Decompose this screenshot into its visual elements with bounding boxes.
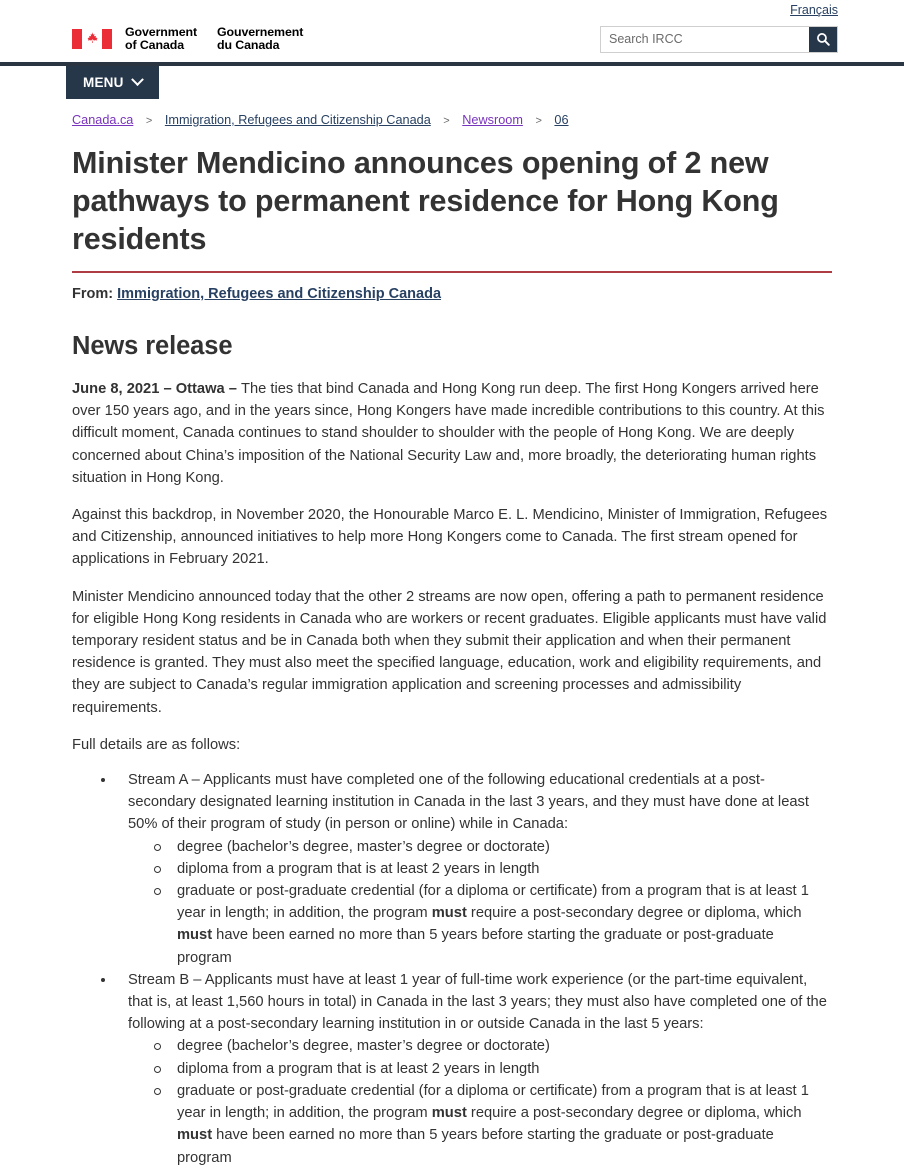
list-item bbox=[101, 969, 832, 1169]
breadcrumb-separator: > bbox=[443, 115, 450, 127]
stream-b-intro: Stream B – Applicants must have at least 1 year of full-time work experience (or the part-time equivalent, that is, at least 1,560 hours in total) in Canada in the last 3 years; they must also have completed one of the following at a post-secondary learning institution in or outside Canada in the last 5 years: bbox=[128, 971, 827, 1033]
title-divider bbox=[72, 271, 832, 273]
lead-paragraph bbox=[72, 378, 832, 489]
credential-text-part1: graduate or post-graduate credential (for a diploma or certificate) from a program that is at least 1 year in length; in addition, the program bbox=[177, 883, 809, 922]
stream-a-intro: Stream A – Applicants must have completed one of the following educational credentials at a post-secondary designated learning institution in Canada in the last 3 years, and they must have done at least 50% of their program of study (in person or online) while in Canada: bbox=[128, 772, 809, 833]
language-bar bbox=[0, 0, 904, 16]
main-navigation-bar bbox=[0, 66, 904, 105]
credential-text-part3: have been earned no more than 5 years before starting the graduate or post-graduate program bbox=[177, 1127, 774, 1166]
breadcrumb-item-canada-ca[interactable]: Canada.ca bbox=[72, 113, 134, 127]
stream-a-credentials-list bbox=[128, 836, 832, 969]
breadcrumb bbox=[0, 105, 904, 130]
emphasis-must: must bbox=[177, 927, 213, 944]
emphasis-must: must bbox=[431, 905, 467, 922]
search-icon bbox=[816, 32, 830, 46]
paragraph-3: Minister Mendicino announced today that the other 2 streams are now open, offering a path to permanent residence for eligible Hong Kong residents in Canada who are workers or recent graduates. Eligible applicants must have valid temporary resident status and be in Canada both when they submit their application and when their permanent residence is granted. They must also meet the specified language, education, work and eligibility requirements, and they are subject to Canada’s regular immigration application and screening processes and admissibility requirements. bbox=[72, 588, 827, 716]
stream-b-credentials-list bbox=[128, 1035, 832, 1168]
chevron-down-icon bbox=[131, 73, 144, 86]
list-item bbox=[154, 880, 832, 969]
list-item: degree (bachelor’s degree, master’s degree or doctorate) bbox=[154, 836, 832, 858]
breadcrumb-item-newsroom[interactable]: Newsroom bbox=[462, 113, 523, 127]
list-item: diploma from a program that is at least 2 years in length bbox=[154, 858, 832, 880]
breadcrumb-item-ircc[interactable]: Immigration, Refugees and Citizenship Canada bbox=[164, 113, 431, 127]
credential-text-part1: graduate or post-graduate credential (for a diploma or certificate) from a program that is at least 1 year in length; in addition, the program bbox=[177, 1082, 809, 1122]
streams-list bbox=[72, 769, 832, 1169]
menu-button[interactable] bbox=[66, 66, 159, 99]
wordmark-english bbox=[125, 26, 197, 53]
search-button[interactable] bbox=[809, 27, 837, 52]
menu-button-label: MENU bbox=[83, 75, 124, 90]
list-item: degree (bachelor’s degree, master’s degree or doctorate) bbox=[154, 1035, 832, 1057]
breadcrumb-separator: > bbox=[145, 115, 153, 127]
list-item bbox=[101, 769, 832, 969]
from-department-link[interactable]: Immigration, Refugees and Citizenship Canada bbox=[117, 286, 442, 302]
paragraph-2: Against this backdrop, in November 2020, the Honourable Marco E. L. Mendicino, Minister of Immigration, Refugees and Citizenship, announced initiatives to help more Hong Kongers come to Canada. The first stream opened for applications in February 2021. bbox=[72, 507, 828, 568]
government-of-canada-wordmark[interactable] bbox=[72, 26, 303, 53]
breadcrumb-separator: > bbox=[535, 115, 542, 127]
lead-paragraph-text: The ties that bind Canada and Hong Kong run deep. The first Hong Kongers arrived here over 150 years ago, and in the years since, Hong Kongers have made incredible contributions to this country. At this difficult moment, Canada continues to stand shoulder to shoulder with the people of Hong Kong. We are deeply concerned about China’s imposition of the National Security Law and, more broadly, the deteriorating human rights situation in Hong Kong. bbox=[72, 381, 825, 486]
wordmark-text bbox=[125, 26, 303, 53]
paragraph-4: Full details are as follows: bbox=[72, 736, 241, 753]
wordmark-en-line2: of Canada bbox=[125, 38, 184, 52]
search-input[interactable] bbox=[601, 27, 809, 52]
credential-text-part3: have been earned no more than 5 years before starting the graduate or post-graduate program bbox=[177, 927, 774, 966]
credential-text-part2: require a post-secondary degree or diploma, which bbox=[466, 905, 802, 922]
main-content bbox=[0, 130, 904, 1169]
language-toggle-link[interactable]: Français bbox=[790, 3, 838, 17]
emphasis-must: must bbox=[177, 1127, 213, 1144]
breadcrumb-item-06[interactable]: 06 bbox=[554, 113, 569, 127]
page-title: Minister Mendicino announces opening of 2 new pathways to permanent residence for Hong Kong residents bbox=[72, 146, 779, 256]
dateline: June 8, 2021 – Ottawa – bbox=[72, 381, 241, 397]
wordmark-french bbox=[217, 26, 303, 53]
wordmark-fr-line2: du Canada bbox=[216, 38, 280, 52]
list-item: diploma from a program that is at least 2 years in length bbox=[154, 1058, 832, 1080]
wordmark-fr-line1: Gouvernement bbox=[216, 24, 304, 39]
emphasis-must: must bbox=[431, 1105, 467, 1122]
wordmark-en-line1: Government bbox=[125, 24, 197, 39]
from-line bbox=[72, 284, 832, 304]
credential-text-part2: require a post-secondary degree or diploma, which bbox=[466, 1105, 802, 1122]
from-label: From: bbox=[72, 286, 114, 302]
site-search bbox=[600, 26, 838, 53]
site-header bbox=[0, 16, 904, 62]
list-item bbox=[154, 1080, 832, 1169]
section-title: News release bbox=[72, 332, 233, 360]
canada-flag-icon bbox=[72, 29, 112, 49]
